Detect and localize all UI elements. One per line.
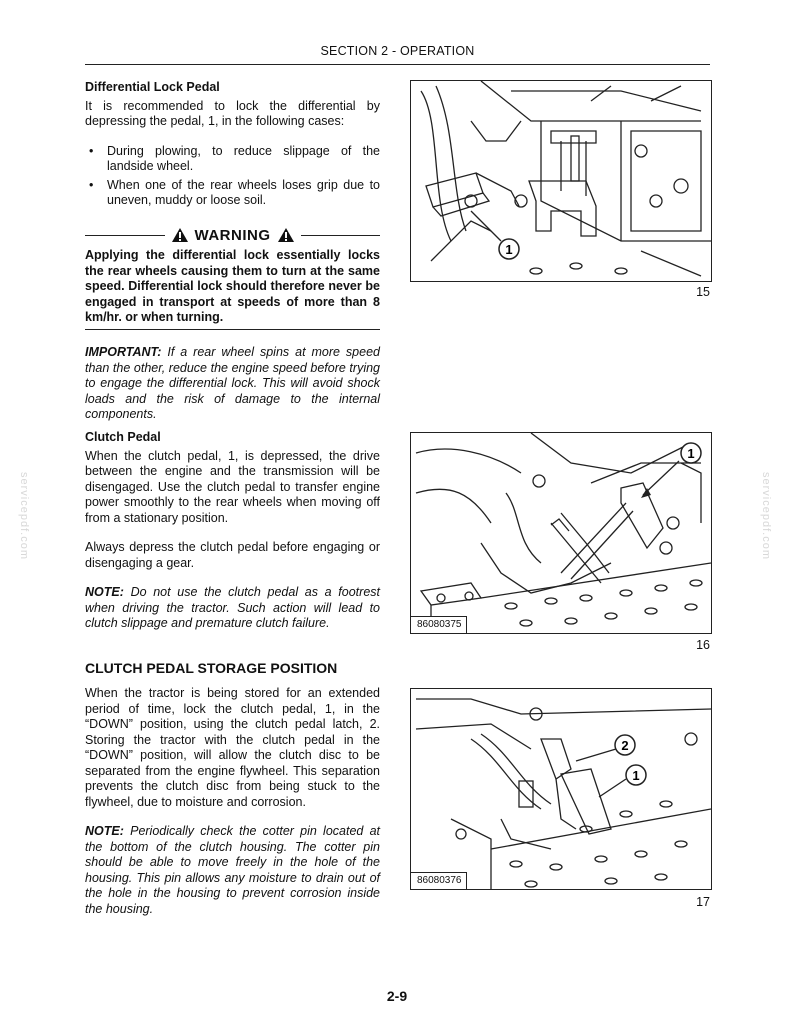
storage-paragraph: When the tractor is being stored for an extended period of time, lock the clutch pedal, 1, in the “DOWN” position, using the clutch pedal latch, 2. Storing the tractor with the clutch pedal in the “DOWN” position, will allow the clutch disc to be separated from the engine flywheel. This separation prevents the clutch disc from being stuck to the flywheel, due to moisture and corrosion. (85, 686, 380, 809)
callout-leader-line (471, 211, 501, 241)
figure-15-differential-lock (410, 80, 712, 282)
clutch-heading: Clutch Pedal (85, 430, 161, 444)
clutch-pedal-illustration (411, 433, 711, 633)
storage-section (85, 686, 380, 917)
callout-1-marker (681, 443, 701, 463)
svg-text:1: 1 (632, 768, 640, 783)
figure-number: 16 (696, 638, 710, 652)
diff-lock-intro: It is recommended to lock the differential by depressing the pedal, 1, in the following cases: (85, 98, 380, 128)
warning-line-left (85, 235, 165, 236)
watermark-left: servicepdf.com (17, 472, 30, 560)
svg-text:2: 2 (621, 738, 629, 753)
warning-line-right (301, 235, 381, 236)
warning-body: Applying the differential lock essentially locks the rear wheels causing them to turn at the same speed. Differential lock should therefore never be engaged in transport at speeds of more than 8 km/hr. or when turning. (85, 248, 380, 324)
clutch-note: NOTE: Do not use the clutch pedal as a footrest when driving the tractor. Such action will lead to clutch slippage and premature clutch failure. (85, 585, 380, 630)
callout-1-marker (626, 765, 646, 785)
watermark-right: servicepdf.com (759, 472, 772, 560)
warning-rule (85, 329, 380, 330)
callout-leader-line (643, 461, 679, 495)
warning-triangle-icon (277, 227, 295, 243)
callout-leader-line (576, 749, 616, 761)
clutch-section (85, 430, 380, 632)
storage-heading: CLUTCH PEDAL STORAGE POSITION (85, 660, 338, 676)
clutch-paragraph: Always depress the clutch pedal before engaging or disengaging a gear. (85, 540, 380, 570)
svg-text:1: 1 (687, 446, 695, 461)
list-item: • During plowing, to reduce slippage of the landside wheel. (89, 143, 380, 173)
list-item: • When one of the rear wheels loses grip due to uneven, muddy or loose soil. (89, 177, 380, 207)
important-note: IMPORTANT: If a rear wheel spins at more speed than the other, reduce the engine speed before trying to engage the differential lock. This will avoid shock loads and the risk of damage to the internal components. (85, 345, 380, 421)
section-header: SECTION 2 - OPERATION (320, 44, 475, 58)
clutch-paragraph: When the clutch pedal, 1, is depressed, the drive between the engine and the transmission will be disengaged. Use the clutch pedal to transfer engine power smoothly to the rear wheels when moving off from a stationary position. (85, 448, 380, 525)
figure-16-clutch-pedal (410, 432, 712, 634)
pedal-storage-illustration (411, 689, 711, 889)
figure-code: 86080376 (411, 872, 467, 889)
callout-leader-line (599, 779, 626, 797)
callout-2-marker (615, 735, 635, 755)
page-number: 2-9 (386, 988, 408, 1004)
header-rule (85, 64, 710, 65)
diff-lock-illustration (411, 81, 711, 281)
important-label: IMPORTANT: (85, 345, 162, 359)
figure-number: 15 (696, 285, 710, 299)
warning-triangle-icon (171, 227, 189, 243)
svg-text:1: 1 (505, 242, 513, 257)
warning-title: WARNING (194, 226, 271, 244)
diff-lock-section (85, 80, 380, 209)
figure-number: 17 (696, 895, 710, 909)
warning-banner (85, 226, 380, 244)
diff-lock-heading: Differential Lock Pedal (85, 80, 220, 94)
callout-1-marker (499, 239, 519, 259)
diff-lock-bullets (85, 144, 380, 209)
figure-17-pedal-storage (410, 688, 712, 890)
figure-code: 86080375 (411, 616, 467, 633)
storage-note: NOTE: Periodically check the cotter pin located at the bottom of the clutch housing. The cotter pin should be able to move freely in the hole of the housing. This pin allows any moisture to drain out of the hole in the housing to prevent corrosion inside the housing. (85, 824, 380, 916)
